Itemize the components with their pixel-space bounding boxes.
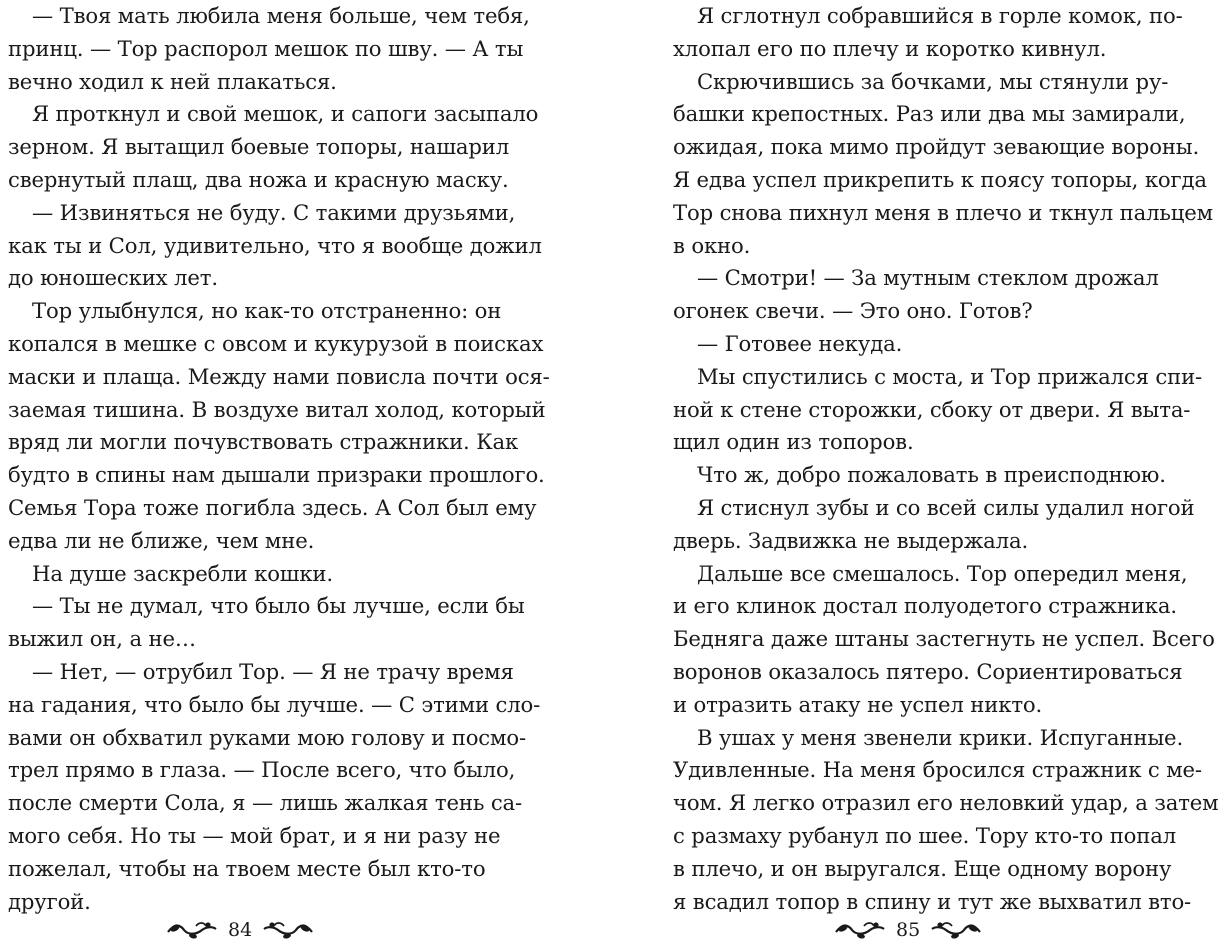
text-line: на гадания, что было бы лучше. — С этими сло- — [8, 691, 541, 717]
text-line: едва ли не ближе, чем мне. — [8, 527, 315, 553]
left-page-text — [8, 0, 550, 918]
text-line: дверь. Задвижка не выдержала. — [673, 527, 1029, 553]
text-line: Скрючившись за бочками, мы стянули ру- — [697, 68, 1169, 94]
text-line: маски и плаща. Между нами повисла почти ося- — [8, 363, 550, 389]
text-line: пожелал, чтобы на твоем месте был кто-то — [8, 855, 486, 881]
text-line: — Нет, — отрубил Тор. — Я не трачу время — [32, 658, 514, 684]
text-line: Семья Тора тоже погибла здесь. А Сол был ему — [8, 494, 537, 520]
text-line: принц. — Тор распорол мешок по шву. — А ты — [8, 35, 524, 61]
text-line: огонек свечи. — Это оно. Готов? — [673, 298, 1033, 324]
text-line: Дальше все смешалось. Тор опередил меня, — [697, 560, 1188, 586]
text-line: Я стиснул зубы и со всей силы удалил ногой — [697, 494, 1195, 520]
page-number: 85 — [896, 919, 921, 941]
text-line: до юношеских лет. — [8, 265, 218, 291]
text-line: Удивленные. На меня бросился стражник с ме- — [673, 757, 1202, 783]
text-line: в окно. — [673, 232, 751, 258]
text-line: Мы спустились с моста, и Тор прижался спи- — [697, 363, 1203, 389]
text-line: На душе заскребли кошки. — [32, 560, 333, 586]
floral-ornament-icon — [834, 920, 886, 940]
text-line: вряд ли могли почувствовать стражники. Как — [8, 429, 519, 455]
text-line: и отразить атаку не успел никто. — [673, 691, 1043, 717]
text-line: в плечо, и он выругался. Еще одному ворону — [673, 855, 1172, 881]
text-line: мого себя. Но ты — мой брат, и я ни разу не — [8, 822, 501, 848]
floral-ornament-icon — [930, 920, 982, 940]
text-line: Я едва успел прикрепить к поясу топоры, когда — [673, 166, 1207, 192]
text-line: Тор снова пихнул меня в плечо и ткнул пальцем — [673, 199, 1213, 225]
text-line: свернутый плащ, два ножа и красную маску. — [8, 166, 509, 192]
text-line: Я сглотнул собравшийся в горле комок, по- — [697, 3, 1183, 28]
page-number-footer — [166, 915, 314, 945]
text-line: Что ж, добро пожаловать в преисподнюю. — [697, 462, 1166, 488]
text-line: после смерти Сола, я — лишь жалкая тень са- — [8, 790, 523, 816]
left-page — [8, 0, 550, 944]
right-page-text — [673, 0, 1219, 918]
text-line: как ты и Сол, удивительно, что я вообще дожил — [8, 232, 542, 258]
floral-ornament-icon — [166, 920, 218, 940]
page-number: 84 — [228, 919, 253, 941]
text-line: и его клинок достал полуодетого стражника. — [673, 593, 1177, 619]
text-line: В ушах у меня звенели крики. Испуганные. — [697, 724, 1184, 750]
text-line: — Смотри! — За мутным стеклом дрожал — [697, 265, 1159, 291]
text-line: заемая тишина. В воздухе витал холод, который — [8, 396, 546, 422]
text-line: с размаху рубанул по шее. Тору кто-то попал — [673, 822, 1177, 848]
text-line: трел прямо в глаза. — После всего, что было, — [8, 757, 516, 783]
text-line: Бедняга даже штаны застегнуть не успел. Всего — [673, 626, 1215, 652]
text-line: копался в мешке с овсом и кукурузой в поисках — [8, 330, 544, 356]
floral-ornament-icon — [262, 920, 314, 940]
text-line: вечно ходил к ней плакаться. — [8, 68, 337, 94]
text-line: щил один из топоров. — [673, 429, 914, 455]
text-line: Я проткнул и свой мешок, и сапоги засыпало — [32, 101, 539, 127]
text-line: — Ты не думал, что было бы лучше, если бы — [32, 593, 525, 619]
text-line: — Извиняться не буду. С такими друзьями, — [32, 199, 516, 225]
text-line: ной к стене сторожки, сбоку от двери. Я выта- — [673, 396, 1191, 422]
text-line: — Готовее некуда. — [697, 330, 903, 356]
text-line: другой. — [8, 888, 91, 914]
text-line: зерном. Я вытащил боевые топоры, нашарил — [8, 134, 510, 160]
page-number-footer — [834, 915, 982, 945]
text-line: башки крепостных. Раз или два мы замирали, — [673, 101, 1186, 127]
text-line: выжил он, а не… — [8, 626, 196, 652]
text-line: вами он обхватил руками мою голову и посмо- — [8, 724, 526, 750]
text-line: я всадил топор в спину и тут же выхватил вто- — [673, 888, 1192, 914]
text-line: Тор улыбнулся, но как-то отстраненно: он — [32, 298, 502, 324]
text-line: воронов оказалось пятеро. Сориентироваться — [673, 658, 1183, 684]
text-line: ожидая, пока мимо пройдут зевающие вороны. — [673, 134, 1200, 160]
text-line: будто в спины нам дышали призраки прошлого. — [8, 462, 545, 488]
text-line: хлопал его по плечу и коротко кивнул. — [673, 35, 1107, 61]
right-page — [673, 0, 1219, 944]
text-line: чом. Я легко отразил его неловкий удар, а затем — [673, 790, 1219, 816]
text-line: — Твоя мать любила меня больше, чем тебя, — [32, 3, 530, 28]
